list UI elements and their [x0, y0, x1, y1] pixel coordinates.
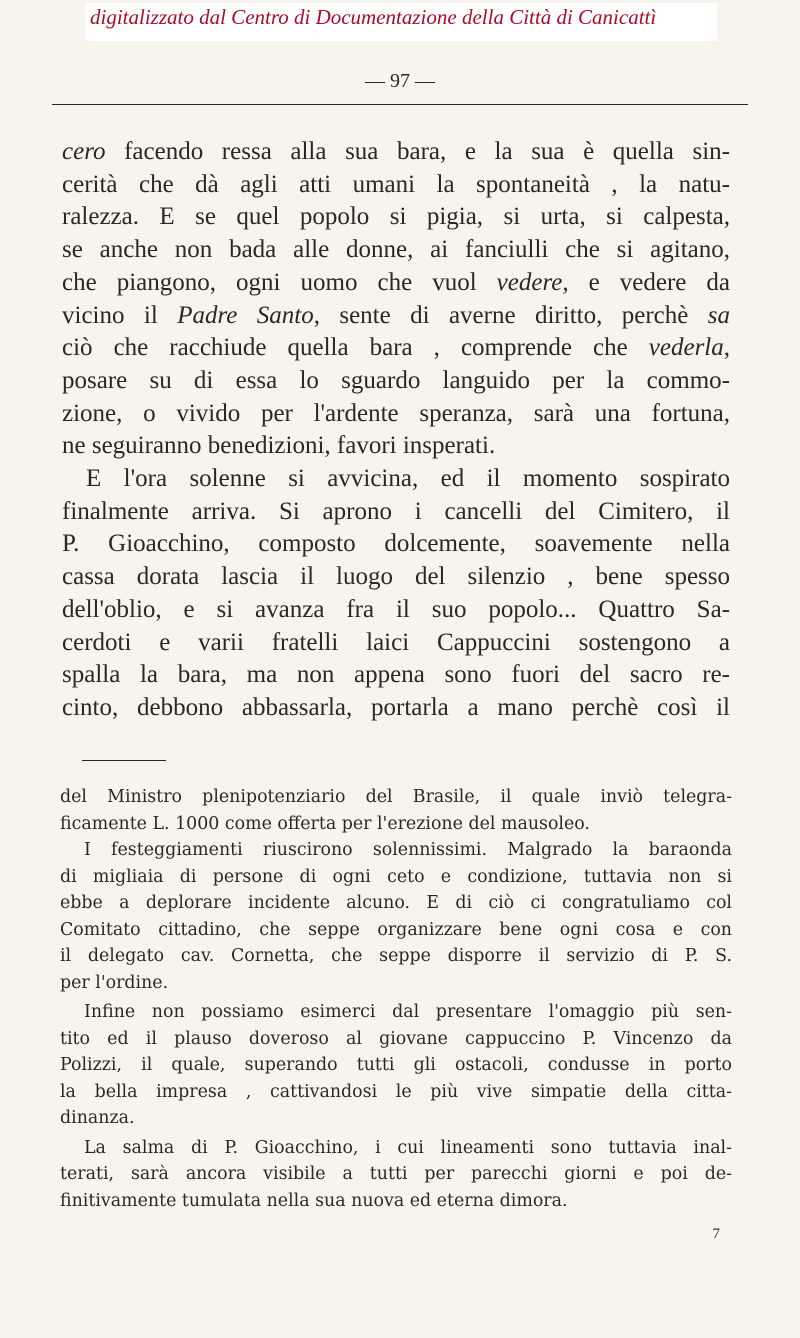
body-line: vicino il Padre Santo, sente di averne diritto, perchè sa	[62, 301, 730, 329]
body-line: P. Gioacchino, composto dolcemente, soavemente nella	[62, 530, 730, 558]
footnote-line: di migliaia di persone di ogni ceto e condizione, tuttavia non si	[60, 866, 732, 887]
body-line: ralezza. E se quel popolo si pigia, si urta, si calpesta,	[62, 203, 730, 231]
footnote-line: tito ed il plauso doveroso al giovane cappuccino P. Vincenzo da	[60, 1028, 732, 1049]
footnote-line: finitivamente tumulata nella sua nuova ed eterna dimora.	[60, 1190, 568, 1211]
page-number: — 97 —	[365, 70, 435, 92]
body-line: cinto, debbono abbassarla, portarla a mano perchè così il	[62, 693, 730, 721]
body-line: E l'ora solenne si avvicina, ed il momento sospirato	[86, 465, 730, 493]
footnote-text	[60, 784, 732, 1214]
body-line: che piangono, ogni uomo che vuol vedere, e vedere da	[62, 268, 730, 296]
body-line: spalla la bara, ma non appena sono fuori del sacro re-	[62, 661, 730, 689]
footnote-line: Polizzi, il quale, superando tutti gli ostacoli, condusse in porto	[60, 1055, 732, 1075]
main-body-text	[62, 136, 730, 725]
body-line: dell'oblio, e si avanza fra il suo popolo... Quattro Sa-	[62, 595, 730, 623]
body-line: zione, o vivido per l'ardente speranza, sarà una fortuna,	[62, 399, 730, 427]
body-line: cerità che dà agli atti umani la spontaneità , la natu-	[62, 170, 730, 198]
body-line: finalmente arriva. Si aprono i cancelli del Cimitero, il	[62, 497, 730, 525]
footnote-line: terati, sarà ancora visibile a tutti per parecchi giorni e poi de-	[60, 1164, 732, 1184]
signature-mark: 7	[712, 1226, 720, 1242]
footnote-line: I festeggiamenti riuscirono solennissimi. Malgrado la baraonda	[84, 840, 732, 860]
footnote-line: La salma di P. Gioacchino, i cui lineamenti sono tuttavia inal-	[84, 1137, 732, 1158]
footnote-line: Comitato cittadino, che seppe organizzare bene ogni cosa e con	[60, 919, 732, 940]
body-line: ne seguiranno benedizioni, favori insperati.	[62, 432, 496, 460]
body-line: cero facendo ressa alla sua bara, e la sua è quella sin-	[62, 138, 730, 165]
footnote-rule	[82, 760, 166, 761]
footnote-line: Infine non possiamo esimerci dal presentare l'omaggio più sen-	[84, 1002, 732, 1022]
footnote-line: la bella impresa , cattivandosi le più vive simpatie della citta-	[60, 1081, 732, 1102]
header-rule	[52, 104, 748, 105]
body-line: posare su di essa lo sguardo languido per la commo-	[62, 366, 730, 394]
watermark-text: digitalizzato dal Centro di Documentazione della Città di Canicattì	[90, 5, 657, 29]
body-line: se anche non bada alle donne, ai fanciulli che si agitano,	[62, 236, 730, 264]
footnote-line: per l'ordine.	[60, 972, 169, 993]
footnote-line: ebbe a deplorare incidente alcuno. E di ciò ci congratuliamo col	[60, 893, 732, 913]
footnote-line: ficamente L. 1000 come offerta per l'erezione del mausoleo.	[60, 813, 590, 834]
footnote-line: dinanza.	[60, 1108, 135, 1128]
footnote-line: del Ministro plenipotenziario del Brasile, il quale inviò telegra-	[60, 787, 732, 807]
body-line: cerdoti e varii fratelli laici Cappuccini sostengono a	[62, 628, 730, 656]
footnote-line: il delegato cav. Cornetta, che seppe disporre il servizio di P. S.	[60, 946, 732, 966]
body-line: ciò che racchiude quella bara , comprende che vederla,	[62, 334, 730, 362]
body-line: cassa dorata lascia il luogo del silenzio , bene spesso	[62, 563, 730, 591]
